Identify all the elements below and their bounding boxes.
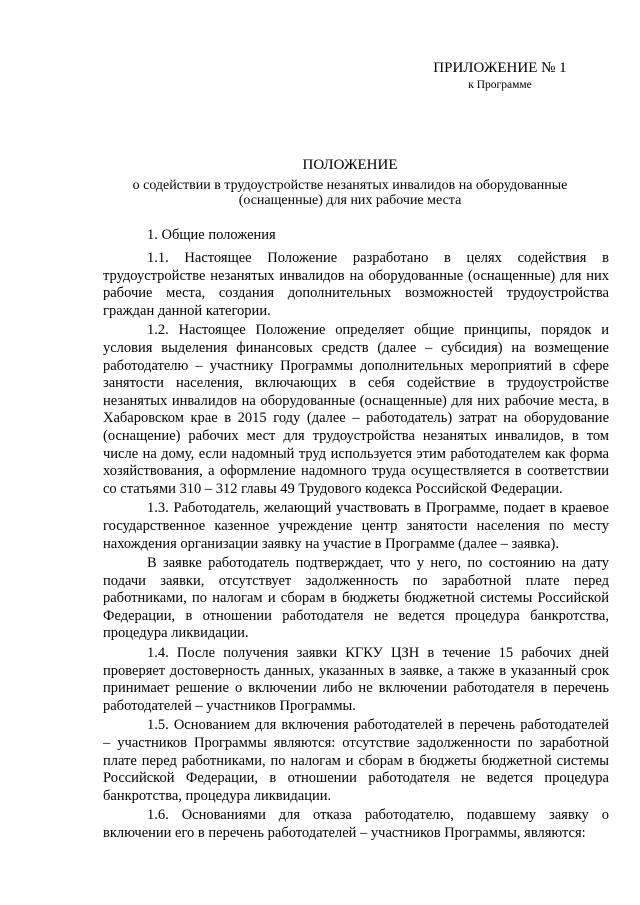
document-subtitle: о содействии в трудоустройстве незанятых инвалидов на оборудованные (оснащенные) для них рабочие места: [132, 178, 568, 208]
paragraph-1-4: 1.4. После получения заявки КГКУ ЦЗН в течение 15 рабочих дней проверяет достоверность данных, указанных в заявке, а также в указанный срок принимает решение о включении либо не включении работодателя в перечень работодателей – участников Программы.: [103, 645, 609, 714]
paragraph-1-1: 1.1. Настоящее Положение разработано в целях содействия в трудоустройстве незанятых инвалидов на оборудованные (оснащенные) для них рабочие места, создания дополнительных возможностей трудоустройства граждан данной категории.: [103, 250, 609, 319]
paragraph-1-6: 1.6. Основаниями для отказа работодателю, подавшему заявку о включении его в перечень работодателей – участников Программы, являются:: [103, 807, 609, 841]
appendix-header: [430, 59, 570, 92]
paragraph-1-3: 1.3. Работодатель, желающий участвовать в Программе, подает в краевое государственное казенное учреждение центр занятости населения по месту нахождения организации заявку на участие в Программе (далее – заявка).: [103, 500, 609, 552]
document-title: ПОЛОЖЕНИЕ: [302, 157, 398, 173]
appendix-title: ПРИЛОЖЕНИЕ № 1: [433, 60, 567, 76]
section-body: [103, 250, 609, 845]
section-heading: 1. Общие положения: [147, 227, 276, 243]
paragraph-1-2: 1.2. Настоящее Положение определяет общие принципы, порядок и условия выделения финансовых средств (далее – субсидия) на возмещение работодателю – участнику Программы дополнительных мероприятий в сфере занятости населения, включающих в себя содействие в трудоустройстве незанятых инвалидов на оборудованные (оснащенные) для них рабочие места, в Хабаровском крае в 2015 году (далее – работодатель) затрат на оборудование (оснащение) рабочих мест для трудоустройства незанятых инвалидов, в том числе на дому, если надомный труд используется этим работодателем как форма хозяйствования, а оформление надомного труда осуществляется в соответствии со статьями 310 – 312 главы 49 Трудового кодекса Российской Федерации.: [103, 322, 609, 497]
paragraph-application-terms: В заявке работодатель подтверждает, что у него, по состоянию на дату подачи заявки, отсутствует задолженность по заработной плате перед работниками, по налогам и сборам в бюджеты бюджетной системы Российской Федерации, в отношении работодателя не ведется процедура банкротства, процедура ликвидации.: [103, 555, 609, 642]
paragraph-1-5: 1.5. Основанием для включения работодателей в перечень работодателей – участников Программы являются: отсутствие задолженности по заработной плате перед работниками, по налогам и сборам в бюджеты бюджетной системы Российской Федерации, в отношении работодателя не ведется процедура банкротства, процедура ликвидации.: [103, 717, 609, 804]
appendix-subtitle: к Программе: [468, 79, 532, 91]
